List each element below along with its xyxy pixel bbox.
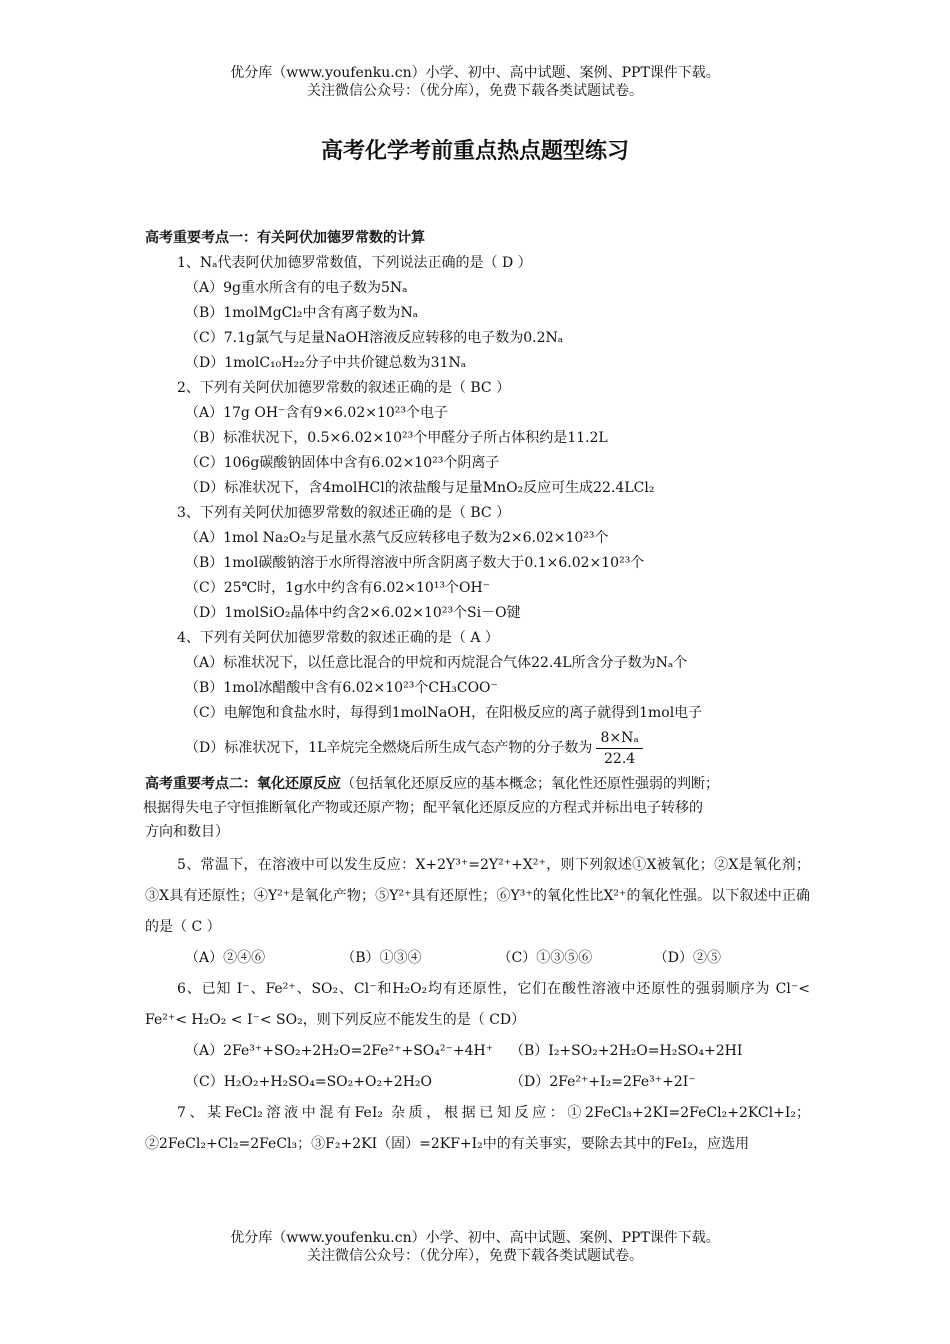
q4-option-c: （C）电解饱和食盐水时，每得到1molNaOH，在阳极反应的离子就得到1mol电子 [185, 705, 703, 721]
q6-option-a: （A）2Fe³⁺+SO₂+2H₂O=2Fe²⁺+SO₄²⁻+4H⁺ [185, 1043, 494, 1059]
q4-option-a: （A）标准状况下，以任意比混合的甲烷和丙烷混合气体22.4L所含分子数为Nₐ个 [185, 655, 688, 671]
q3-option-b: （B）1mol碳酸钠溶于水所得溶液中所含阴离子数大于0.1×6.02×10²³个 [185, 555, 645, 571]
q2-option-a: （A）17g OH⁻含有9×6.02×10²³个电子 [185, 405, 448, 421]
q5-stem: 5、常温下，在溶液中可以发生反应：X+2Y³⁺=2Y²⁺+X²⁺，则下列叙述①X被氧化；②X是氧化剂；③X具有还原性；④Y²⁺是氧化产物；⑤Y²⁺具有还原性；⑥Y³⁺的氧化性比X²⁺的氧化性强。以下叙述中正确的是（ C ） [145, 857, 810, 935]
section-1-heading: 高考重要考点一：有关阿伏加德罗常数的计算 [145, 230, 425, 246]
q7-stem: 7、某FeCl₂溶液中混有FeI₂ 杂质，根据已知反应：①2FeCl₃+2KI=2FeCl₂+2KCl+I₂；②2FeCl₂+Cl₂=2FeCl₃；③F₂+2KI（固）=2KF+I₂中的有关事实，要除去其中的FeI₂，应选用 [145, 1105, 810, 1152]
header-line-1: 优分库（www.youfenku.cn）小学、初中、高中试题、案例、PPT课件下载。 [230, 65, 720, 81]
q6-option-c: （C）H₂O₂+H₂SO₄=SO₂+O₂+2H₂O [185, 1074, 433, 1090]
q5-option-d: （D）②⑤ [653, 950, 721, 966]
q5-option-b: （B）①③④ [341, 950, 422, 966]
q6-options-row-2 [145, 1067, 810, 1098]
q6-option-b: （B）I₂+SO₂+2H₂O=H₂SO₄+2HI [510, 1043, 743, 1059]
q4-option-d-text: （D）标准状况下，1L辛烷完全燃烧后所生成气态产物的分子数为 [185, 740, 593, 756]
q6-options-row-1 [145, 1036, 810, 1067]
fraction-numerator: 8×Nₐ [596, 728, 642, 749]
q3-option-d: （D）1molSiO₂晶体中约含2×6.02×10²³个Si－O键 [185, 605, 521, 621]
q2-stem: 2、下列有关阿伏加德罗常数的叙述正确的是（ BC ） [177, 380, 511, 396]
q3-option-a: （A）1mol Na₂O₂与足量水蒸气反应转移电子数为2×6.02×10²³个 [185, 530, 609, 546]
q4-option-d [145, 726, 810, 770]
q6-option-d: （D）2Fe²⁺+I₂=2Fe³⁺+2I⁻ [510, 1074, 696, 1090]
footer-line-1: 优分库（www.youfenku.cn）小学、初中、高中试题、案例、PPT课件下载。 [230, 1230, 720, 1246]
section-2-heading-rest: （包括氧化还原反应的基本概念；氧化性还原性强弱的判断； [341, 776, 719, 792]
q1-option-c: （C）7.1g氯气与足量NaOH溶液反应转移的电子数为0.2Nₐ [185, 330, 564, 346]
document-body [145, 226, 810, 1160]
q4-option-b: （B）1mol冰醋酸中含有6.02×10²³个CH₃COO⁻ [185, 680, 498, 696]
q1-option-a: （A）9g重水所含有的电子数为5Nₐ [185, 280, 408, 296]
q5-options [145, 943, 810, 974]
q6-stem: 6、已知 I⁻、Fe²⁺、SO₂、Cl⁻和H₂O₂均有还原性，它们在酸性溶液中还原性的强弱顺序为 Cl⁻< Fe²⁺< H₂O₂ < I⁻< SO₂，则下列反应不能发生的是（ CD） [145, 981, 810, 1028]
fraction-denominator: 22.4 [604, 750, 636, 767]
q1-option-d: （D）1molC₁₀H₂₂分子中共价键总数为31Nₐ [185, 355, 467, 371]
footer-line-2: 关注微信公众号：（优分库），免费下载各类试题试卷。 [307, 1248, 643, 1264]
q5-option-a: （A）②④⑥ [185, 950, 266, 966]
fraction [596, 728, 642, 769]
section-2-heading-block [145, 772, 810, 796]
q2-option-d: （D）标准状况下，含4molHCl的浓盐酸与足量MnO₂反应可生成22.4LCl₂ [185, 480, 655, 496]
q5-option-c: （C）①③⑤⑥ [497, 950, 593, 966]
q3-option-c: （C）25℃时，1g水中约含有6.02×10¹³个OH⁻ [185, 580, 491, 596]
section-2-heading: 高考重要考点二：氧化还原反应 [145, 776, 341, 792]
q2-option-c: （C）106g碳酸钠固体中含有6.02×10²³个阴离子 [185, 455, 500, 471]
page-header [0, 64, 950, 100]
q1-option-b: （B）1molMgCl₂中含有离子数为Nₐ [185, 305, 419, 321]
section-2-line-2: 根据得失电子守恒推断氧化产物或还原产物；配平氧化还原反应的方程式并标出电子转移的 [143, 800, 703, 816]
q4-stem: 4、下列有关阿伏加德罗常数的叙述正确的是（ A ） [177, 630, 499, 646]
page-title: 高考化学考前重点热点题型练习 [320, 139, 629, 164]
section-2-line-3: 方向和数目） [145, 824, 229, 840]
page-footer [0, 1229, 950, 1265]
q1-stem: 1、Nₐ代表阿伏加德罗常数值，下列说法正确的是（ D ） [177, 255, 532, 271]
q3-stem: 3、下列有关阿伏加德罗常数的叙述正确的是（ BC ） [177, 505, 511, 521]
q2-option-b: （B）标准状况下，0.5×6.02×10²³个甲醛分子所占体积约是11.2L [185, 430, 608, 446]
header-line-2: 关注微信公众号：（优分库），免费下载各类试题试卷。 [307, 83, 643, 99]
